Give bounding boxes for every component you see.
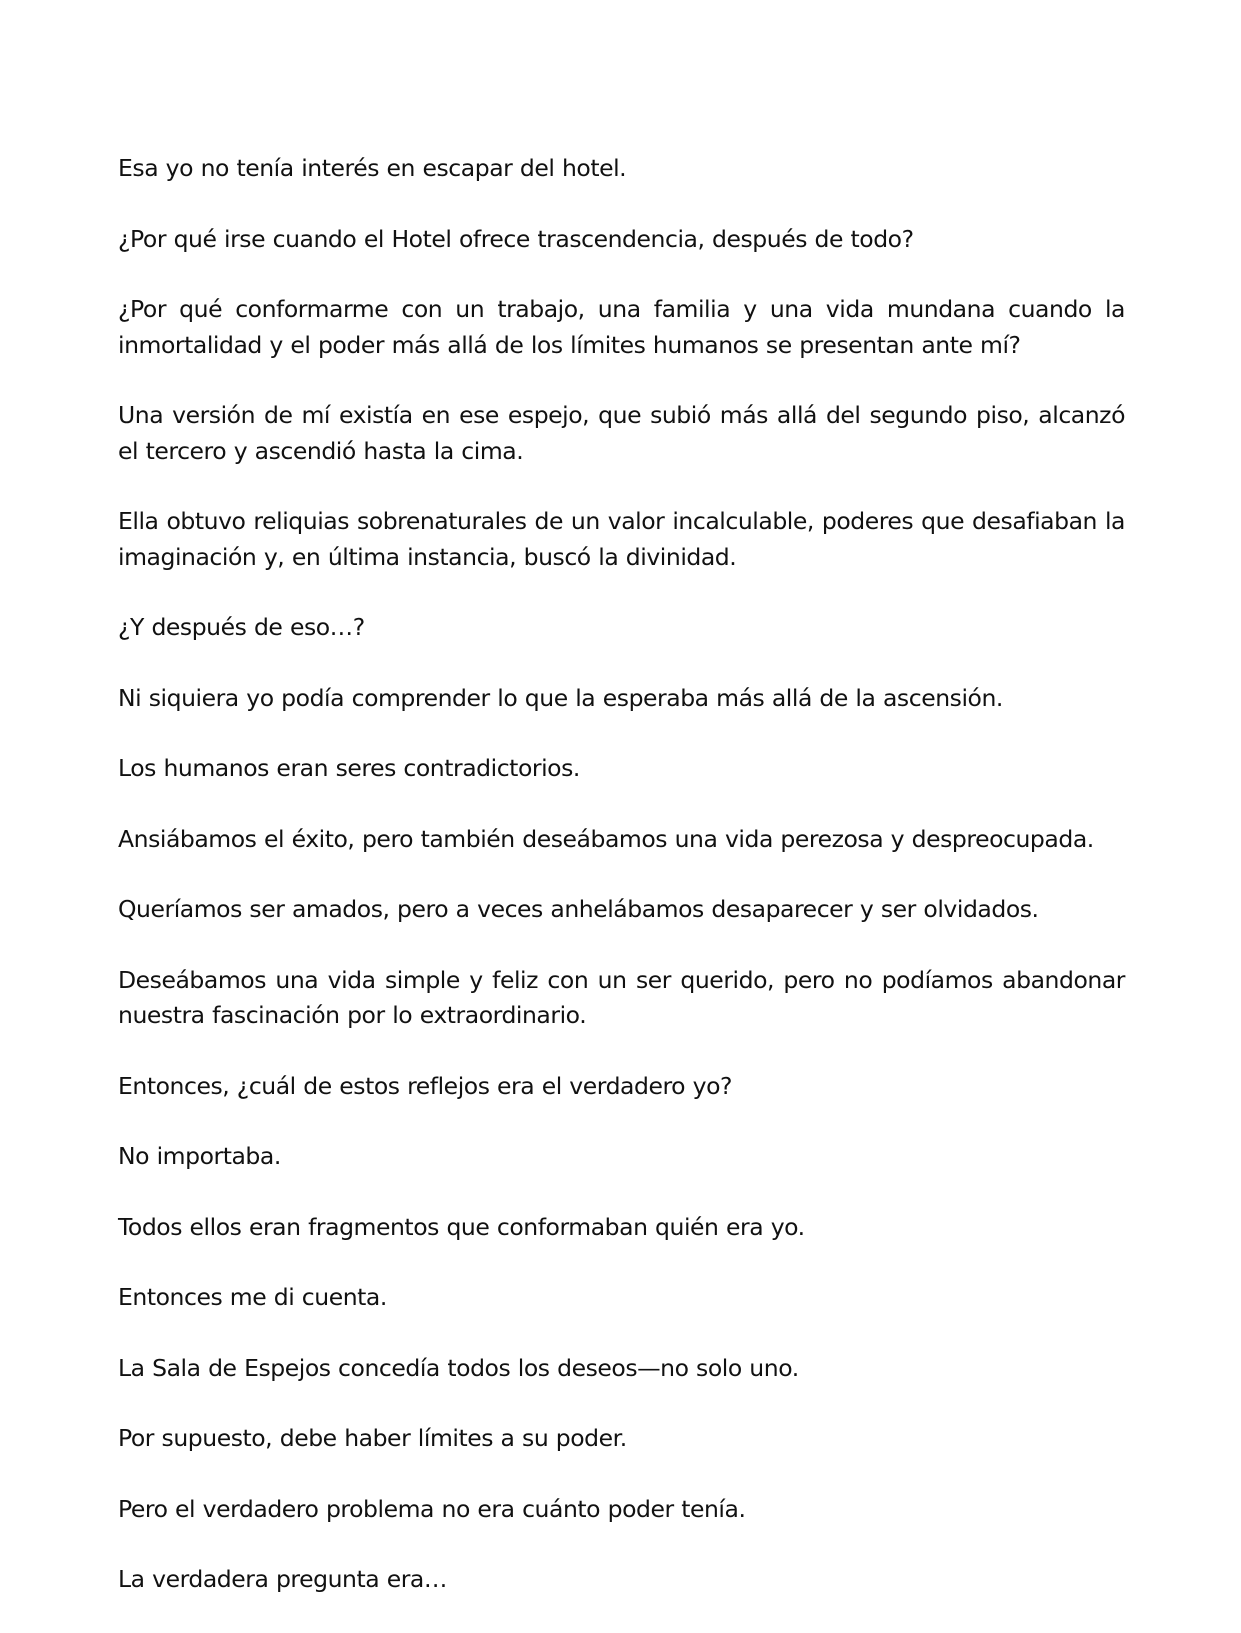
paragraph: Deseábamos una vida simple y feliz con un ser querido, pero no podíamos abandonar nuestra fascinación por lo extraordinario. <box>118 965 1125 1029</box>
paragraph: Ella obtuvo reliquias sobrenaturales de un valor incalculable, poderes que desafiaban la imaginación y, en última instancia, buscó la divinidad. <box>118 507 1125 571</box>
paragraph: Entonces, ¿cuál de estos reflejos era el verdadero yo? <box>118 1071 733 1100</box>
paragraph: Ansiábamos el éxito, pero también deseábamos una vida perezosa y despreocupada. <box>118 824 1094 853</box>
paragraph: No importaba. <box>118 1142 281 1170</box>
paragraph: ¿Por qué conformarme con un trabajo, una familia y una vida mundana cuando la inmortalidad y el poder más allá de los límites humanos se presentan ante mí? <box>118 295 1125 359</box>
paragraph: La verdadera pregunta era… <box>118 1565 447 1593</box>
paragraph: Por supuesto, debe haber límites a su poder. <box>118 1424 627 1452</box>
paragraph: Los humanos eran seres contradictorios. <box>118 754 580 782</box>
paragraph: ¿Y después de eso…? <box>118 613 365 641</box>
paragraph: Una versión de mí existía en ese espejo, que subió más allá del segundo piso, alcanzó el tercero y ascendió hasta la cima. <box>118 401 1125 465</box>
paragraph: Todos ellos eran fragmentos que conformaban quién era yo. <box>118 1212 805 1241</box>
document-body <box>118 151 1125 1633</box>
paragraph: Entonces me di cuenta. <box>118 1283 387 1311</box>
paragraph: Esa yo no tenía interés en escapar del hotel. <box>118 154 627 182</box>
paragraph: ¿Por qué irse cuando el Hotel ofrece trascendencia, después de todo? <box>118 224 914 253</box>
paragraph: Ni siquiera yo podía comprender lo que la esperaba más allá de la ascensión. <box>118 683 1003 712</box>
paragraph: Queríamos ser amados, pero a veces anhelábamos desaparecer y ser olvidados. <box>118 895 1039 923</box>
paragraph: Pero el verdadero problema no era cuánto poder tenía. <box>118 1494 746 1523</box>
paragraph: La Sala de Espejos concedía todos los deseos—no solo uno. <box>118 1353 799 1382</box>
